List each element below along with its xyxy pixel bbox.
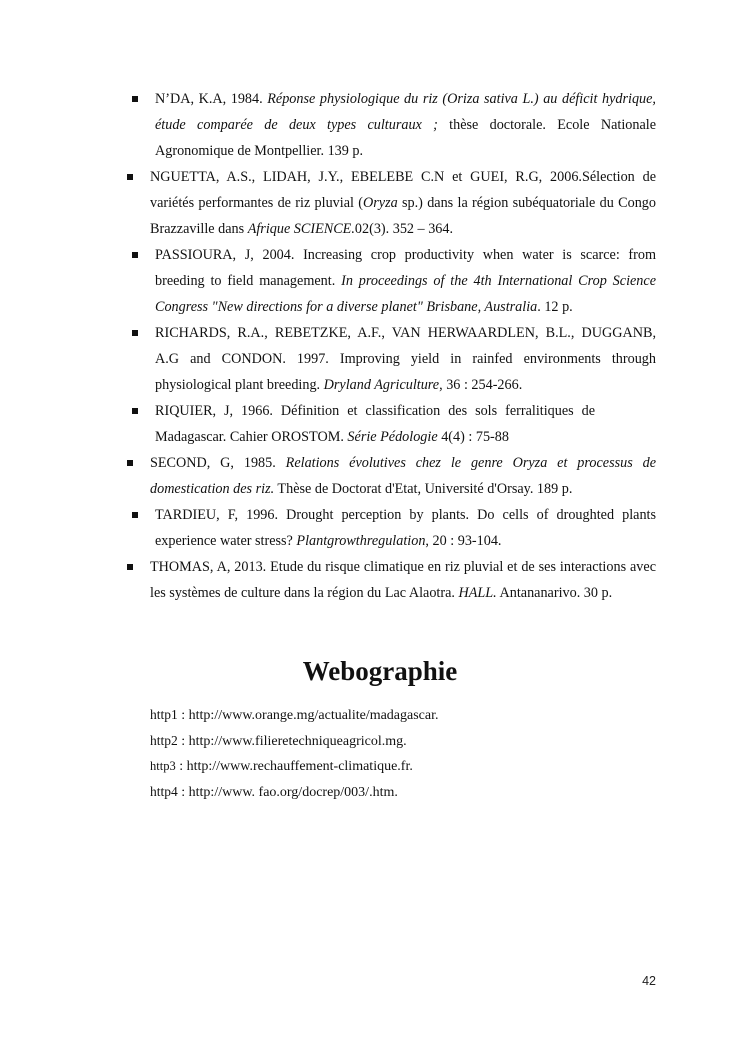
link-url[interactable]: http://www. fao.org/docrep/003/.htm. (188, 785, 398, 800)
reference-segment: . 12 p. (537, 299, 573, 315)
square-bullet-icon (132, 330, 138, 336)
reference-segment: RICHARDS, R.A., REBETZKE, A.F., VAN HERWAARDLEN, B.L., DUGGANB, A.G and CONDON. 1997. Improving yield in rainfed environments through physiological plant breeding. (155, 325, 656, 393)
reference-item (0, 450, 745, 502)
square-bullet-icon (127, 460, 133, 466)
web-link-row (150, 702, 670, 728)
reference-list (0, 86, 745, 606)
reference-text (155, 320, 656, 398)
link-separator: : (177, 785, 189, 800)
link-label: http1 (150, 707, 178, 722)
reference-italic-segment: Dryland Agriculture (323, 377, 440, 393)
link-label: http3 (150, 759, 176, 773)
reference-segment: N’DA, K.A, 1984. (155, 91, 268, 107)
reference-text (155, 398, 595, 450)
link-url[interactable]: http://www.orange.mg/actualite/madagascar. (188, 708, 439, 723)
link-label: http4 (150, 784, 178, 799)
reference-text (155, 242, 656, 320)
page-number: 42 (642, 974, 656, 988)
webography-list (150, 702, 670, 805)
link-separator: : (175, 759, 187, 774)
reference-text (150, 164, 656, 242)
link-separator: : (177, 708, 189, 723)
reference-italic-segment: HALL. (458, 585, 497, 601)
reference-italic-segment: Série Pédologie (347, 429, 438, 445)
reference-text (155, 86, 656, 164)
reference-italic-segment: Afrique SCIENCE. (247, 221, 355, 237)
reference-segment: TARDIEU, F, 1996. Drought perception by plants. Do cells of droughted plants experience water stress? (155, 507, 656, 549)
web-link-row (150, 779, 670, 805)
reference-item (0, 320, 745, 398)
square-bullet-icon (127, 564, 133, 570)
reference-segment: Thèse de Doctorat d'Etat, Université d'Orsay. 189 p. (274, 481, 573, 497)
reference-item (0, 242, 745, 320)
webography-heading: Webographie (302, 656, 458, 686)
reference-item (0, 164, 745, 242)
square-bullet-icon (132, 96, 138, 102)
web-link-row (150, 754, 670, 779)
reference-segment: , 36 : 254-266. (439, 377, 523, 393)
reference-segment: RIQUIER, J, 1966. Définition et classification des sols ferralitiques de Madagascar. Cahier OROSTOM. (155, 403, 595, 445)
reference-segment: PASSIOURA, J, 2004. Increasing crop productivity when water is scarce: from breeding to field management. (155, 247, 656, 289)
reference-item (0, 554, 745, 606)
reference-item (0, 86, 745, 164)
square-bullet-icon (132, 252, 138, 258)
reference-segment: 4(4) : 75-88 (437, 429, 509, 445)
reference-italic-segment: Relations évolutives chez le genre Oryza et processus de domestication des riz. (150, 455, 656, 497)
link-url[interactable]: http://www.rechauffement-climatique.fr. (186, 759, 413, 774)
reference-text (150, 554, 656, 606)
reference-segment: SECOND, G, 1985. (150, 455, 286, 471)
reference-italic-segment: Plantgrowthregulation (296, 533, 426, 549)
reference-segment: NGUETTA, A.S., LIDAH, J.Y., EBELEBE C.N et GUEI, R.G, 2006.Sélection de variétés performantes de riz pluvial ( (150, 169, 656, 211)
reference-segment: , 20 : 93-104. (425, 533, 502, 549)
link-separator: : (177, 734, 189, 749)
web-link-row (150, 728, 670, 754)
reference-item (0, 502, 745, 554)
square-bullet-icon (127, 174, 133, 180)
reference-italic-segment: In proceedings of the 4th International Crop Science Congress "New directions for a diverse planet" Brisbane, Australia (155, 273, 656, 315)
reference-segment: thèse doctorale. Ecole Nationale Agronomique de Montpellier. 139 p. (155, 117, 656, 159)
reference-segment: Antananarivo. 30 p. (496, 585, 613, 601)
square-bullet-icon (132, 512, 138, 518)
reference-segment: sp.) dans la région subéquatoriale du Congo Brazzaville dans (150, 195, 656, 237)
link-label: http2 (150, 733, 178, 748)
reference-segment: 02(3). 352 – 364. (354, 221, 454, 237)
reference-text (150, 450, 656, 502)
link-url[interactable]: http://www.filieretechniqueagricol.mg. (188, 734, 407, 749)
reference-item (0, 398, 745, 450)
reference-segment: THOMAS, A, 2013. Etude du risque climatique en riz pluvial et de ses interactions avec les systèmes de culture dans la région du Lac Alaotra. (150, 559, 656, 601)
reference-text (155, 502, 656, 554)
square-bullet-icon (132, 408, 138, 414)
reference-italic-segment: Réponse physiologique du riz (Oriza sativa L.) au déficit hydrique, étude comparée de deux types culturaux ; (155, 91, 656, 133)
reference-italic-segment: Oryza (363, 195, 398, 211)
